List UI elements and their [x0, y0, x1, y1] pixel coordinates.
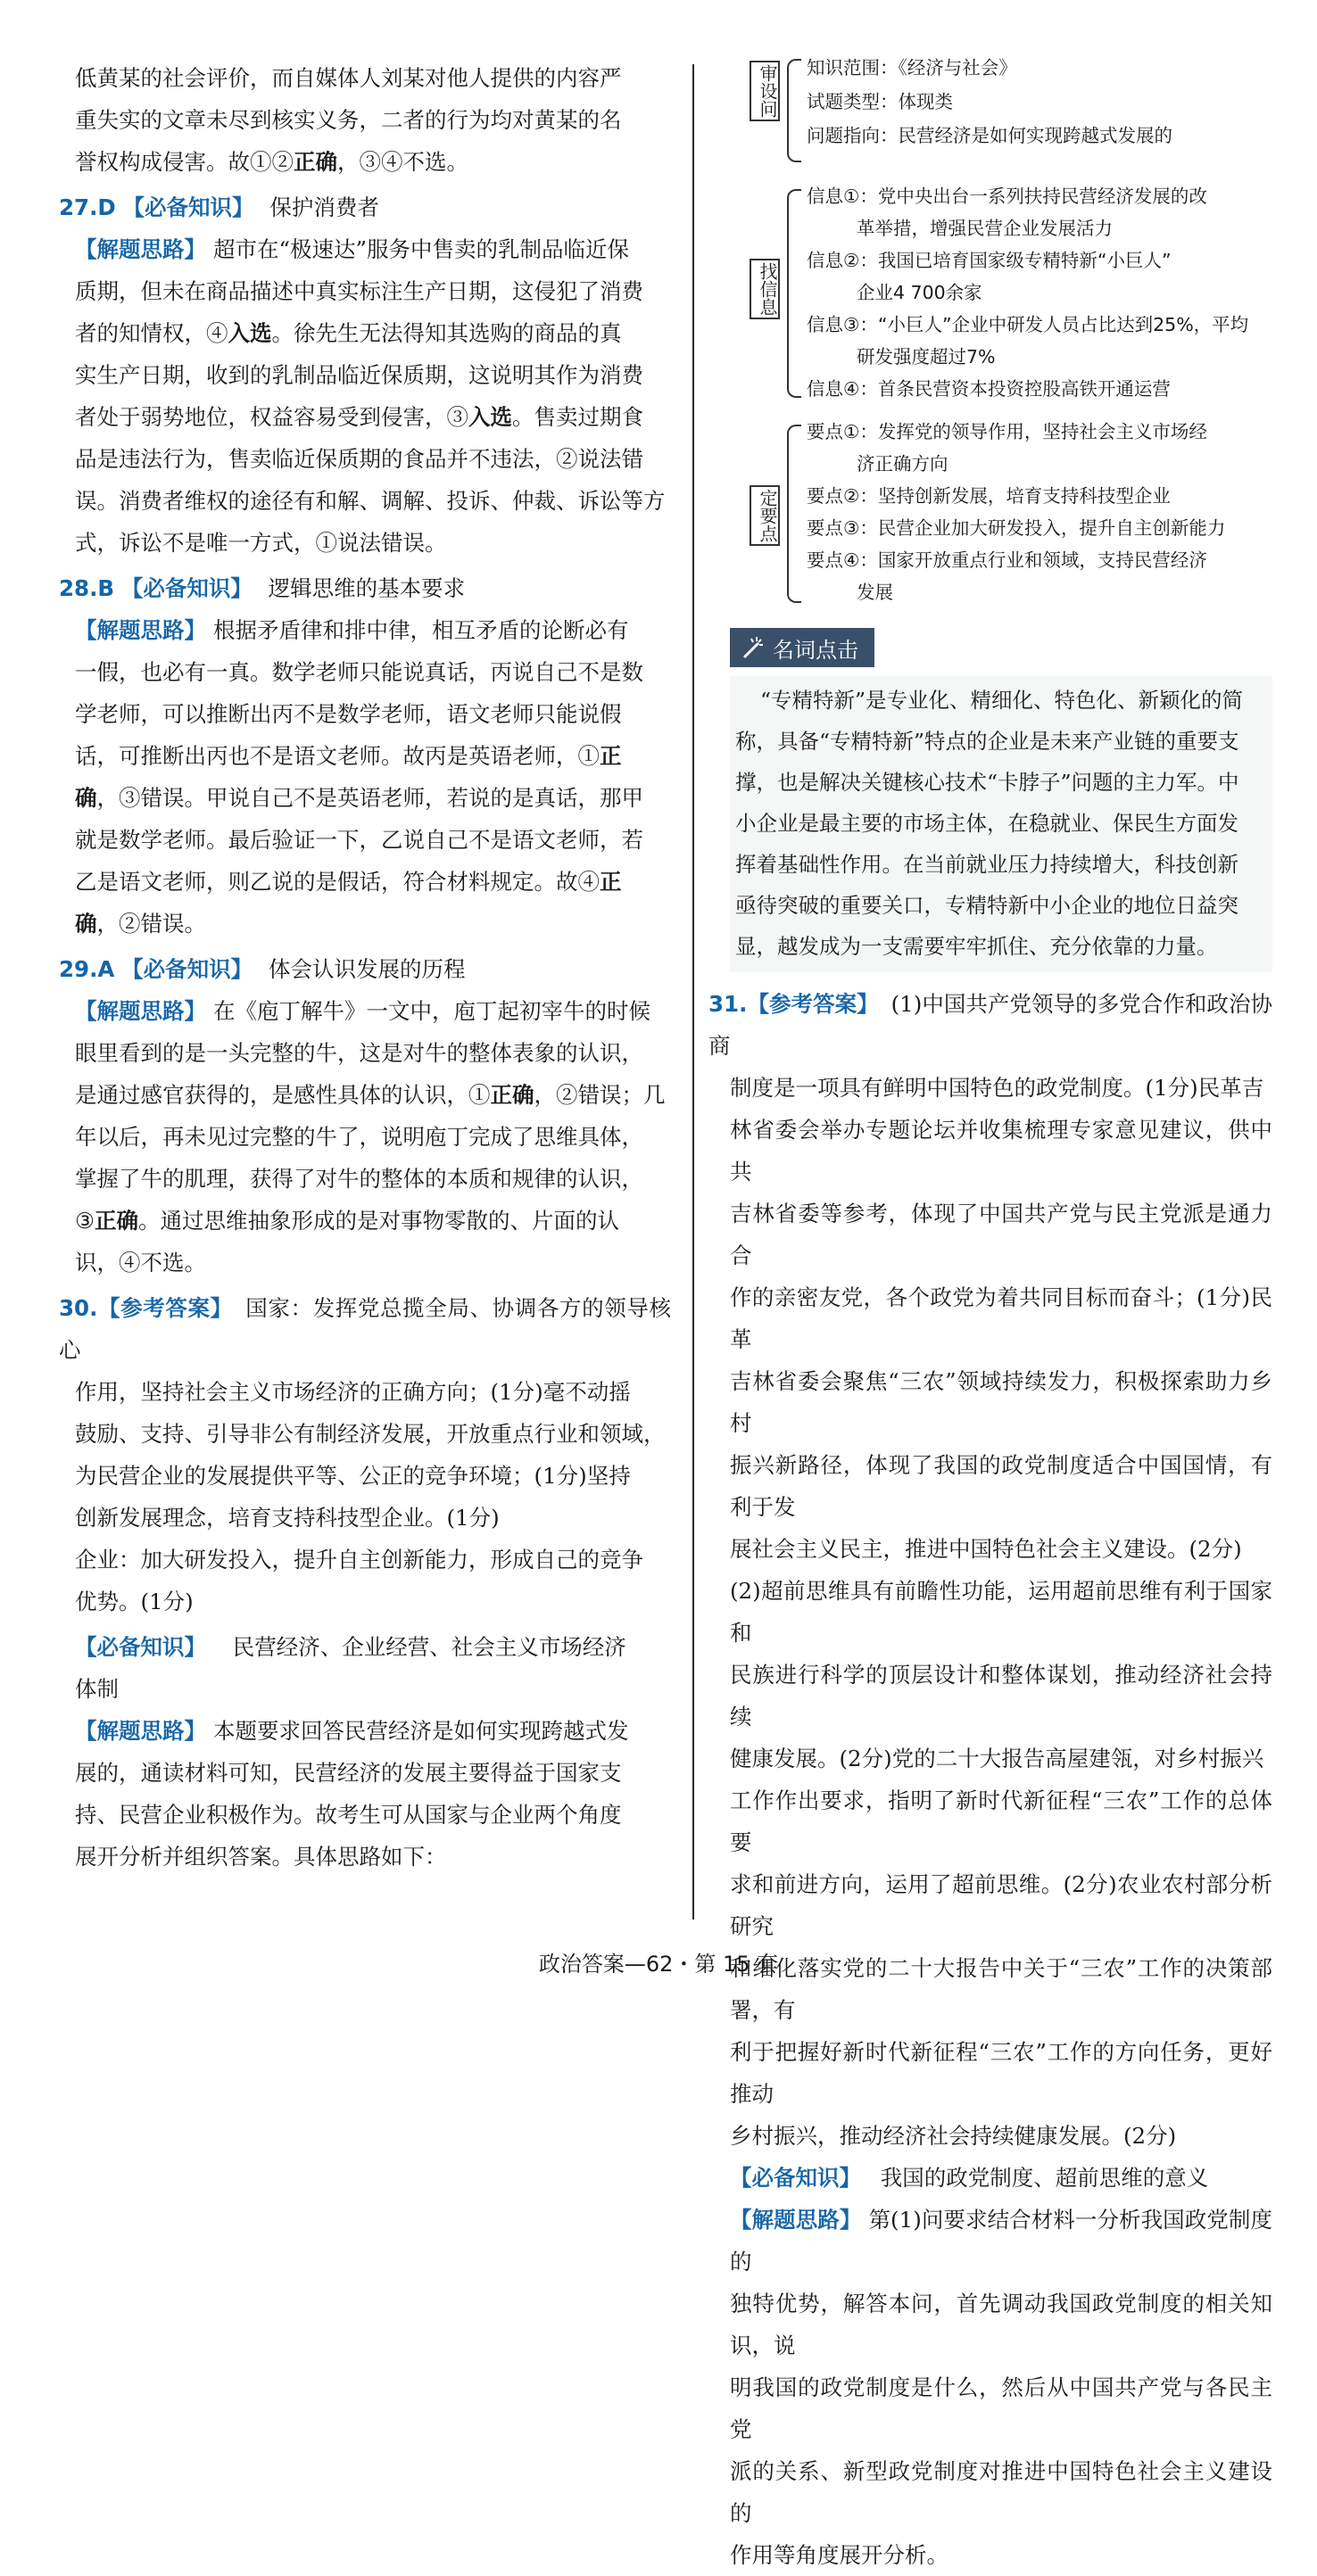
text-line: 31.【参考答案】 (1)中国共产党领导的多党合作和政治协商 — [708, 991, 1273, 1059]
text-line: 【解题思路】 在《庖丁解牛》一文中，庖丁起初宰牛的时候 — [75, 998, 650, 1024]
text-line: 作用等角度展开分析。 — [730, 2542, 948, 2568]
box-line: 信息③：“小巨人”企业中研发人员占比达到25%，平均 — [807, 314, 1249, 335]
analysis-tag: 【解题思路】 — [730, 2207, 862, 2233]
text-line: 鼓励、支持、引导非公有制经济发展，开放重点行业和领域， — [75, 1421, 666, 1447]
text-line: 者的知情权，④入选。徐先生无法得知其选购的商品的真 — [75, 320, 622, 346]
box-label: 审设问 — [750, 61, 780, 121]
q26-tail — [75, 57, 671, 183]
text-line: 持、民营企业积极作为。故考生可从国家与企业两个角度 — [75, 1802, 622, 1828]
text-line: 独特优势，解答本问，首先调动我国政党制度的相关知识，说 — [730, 2291, 1272, 2358]
question-28 — [59, 567, 671, 945]
knowledge-tag: 【必备知识】 — [122, 194, 254, 220]
question-number: 28.B — [59, 575, 115, 601]
text-line: 利于把握好新时代新征程“三农”工作的方向任务，更好推动 — [730, 2039, 1272, 2107]
text-line: 【解题思路】 超市在“极速达”服务中售卖的乳制品临近保 — [75, 236, 630, 262]
text-line: (2)超前思维具有前瞻性功能，运用超前思维有利于国家和 — [730, 1578, 1272, 1646]
text-line: 林省委会举办专题论坛并收集梳理专家意见建议，供中共 — [730, 1117, 1272, 1185]
text-line: 派的关系、新型政党制度对推进中国特色社会主义建设的 — [730, 2458, 1272, 2526]
text-line: 振兴新路径，体现了我国的政党制度适合中国国情，有利于发 — [730, 1452, 1272, 1520]
text-line: 显，越发成为一支需要牢牢抓住、充分依靠的力量。 — [735, 934, 1218, 959]
text-line: 掌握了牛的肌理，获得了对牛的整体的本质和规律的认识， — [75, 1166, 643, 1192]
box-label: 找信息 — [750, 259, 780, 319]
find-info-box — [737, 180, 1272, 403]
text-line: 乡村振兴，推动经济社会持续健康发展。(2分) — [730, 2123, 1177, 2149]
text-line: 【解题思路】 本题要求回答民营经济是如何实现跨越式发 — [75, 1718, 629, 1744]
text-line: 学老师，可以推断出丙不是数学老师，语文老师只能说假 — [75, 701, 622, 727]
knowledge-tag: 【必备知识】 — [120, 575, 253, 601]
answer-tag: 【参考答案】 — [97, 1295, 233, 1321]
question-heading — [59, 186, 671, 228]
text-line: 一假，也必有一真。数学老师只能说真话，丙说自己不是数 — [75, 659, 643, 685]
box-line: 信息④：首条民营资本投资控股高铁开通运营 — [807, 378, 1171, 400]
text-line: 为民营企业的发展提供平等、公正的竞争环境；(1分)坚持 — [75, 1463, 631, 1489]
text-line: 年以后，再未见过完整的牛了，说明庖丁完成了思维具体， — [75, 1124, 643, 1150]
box-line: 济正确方向 — [857, 453, 948, 475]
text-line: 工作作出要求，指明了新时代新征程“三农”工作的总体要 — [730, 1788, 1272, 1855]
question-number: 31. — [708, 991, 748, 1017]
text-line: 誉权构成侵害。故①②正确，③④不选。 — [75, 149, 468, 175]
text-line: 30.【参考答案】 国家：发挥党总揽全局、协调各方的领导核心 — [59, 1295, 671, 1363]
right-column — [708, 52, 1273, 2576]
text-line: 撑，也是解决关键核心技术“卡脖子”问题的主力军。中 — [735, 770, 1239, 795]
text-line: 挥着基础性作用。在当前就业压力持续增大，科技创新 — [735, 852, 1238, 877]
text-line: 展的，通读材料可知，民营经济的发展主要得益于国家支 — [75, 1760, 622, 1786]
box-line: 要点②：坚持创新发展，培育支持科技型企业 — [807, 485, 1171, 507]
column-divider — [692, 64, 694, 1920]
analysis-tag: 【解题思路】 — [75, 617, 206, 643]
text-line: 误。消费者维权的途径有和解、调解、投诉、仲裁、诉讼等方 — [75, 488, 666, 514]
text-line: 者处于弱势地位，权益容易受到侵害，③入选。售卖过期食 — [75, 404, 643, 430]
question-27 — [59, 186, 671, 564]
knowledge-tag: 【必备知识】 — [75, 1634, 206, 1660]
text-line: 话，可推断出丙也不是语文老师。故丙是英语老师，①正 — [75, 743, 622, 769]
question-heading — [59, 567, 671, 609]
text-line: 健康发展。(2分)党的二十大报告高屋建瓴，对乡村振兴 — [730, 1746, 1264, 1771]
analysis-tag: 【解题思路】 — [75, 998, 206, 1024]
text-line: 展社会主义民主，推进中国特色社会主义建设。(2分) — [730, 1536, 1242, 1562]
left-column — [59, 57, 671, 1878]
knowledge-tag: 【必备知识】 — [730, 2165, 861, 2191]
text-line: 吉林省委等参考，体现了中国共产党与民主党派是通力合 — [730, 1201, 1272, 1268]
text-line: 求和前进方向，运用了超前思维。(2分)农业农村部分析研究 — [730, 1871, 1272, 1939]
term-header — [730, 628, 874, 667]
box-label: 定要点 — [750, 485, 780, 546]
text-line: 民族进行科学的顶层设计和整体谋划，推动经济社会持续 — [730, 1662, 1272, 1730]
knowledge-text: 我国的政党制度、超前思维的意义 — [880, 2165, 1209, 2191]
brace — [787, 189, 801, 398]
brace — [787, 425, 801, 603]
page-footer: 政治答案—62・第 15 套 — [538, 1952, 779, 1977]
box-line: 发展 — [857, 582, 893, 603]
box-line: 要点①：发挥党的领导作用，坚持社会主义市场经 — [807, 421, 1207, 442]
text-line: 体制 — [75, 1676, 119, 1702]
text-line: 是通过感官获得的，是感性具体的认识，①正确，②错误；几 — [75, 1082, 666, 1108]
text-line: 吉林省委会聚焦“三农”领域持续发力，积极探索助力乡村 — [730, 1368, 1272, 1436]
text-line: 作的亲密友党，各个政党为着共同目标而奋斗；(1分)民革 — [730, 1284, 1272, 1352]
analysis-tag: 【解题思路】 — [75, 1718, 206, 1744]
text-line: 【必备知识】 民营经济、企业经营、社会主义市场经济 — [75, 1634, 626, 1660]
text-line: 眼里看到的是一头完整的牛，这是对牛的整体表象的认识， — [75, 1040, 643, 1066]
text-line: 重失实的文章未尽到核实义务，二者的行为均对黄某的名 — [75, 107, 622, 133]
text-line: 就是数学老师。最后验证一下，乙说自己不是语文老师，若 — [75, 827, 643, 853]
text-line: 创新发展理念，培育支持科技型企业。(1分) — [75, 1505, 500, 1531]
question-31 — [708, 983, 1273, 2576]
question-30 — [59, 1287, 671, 1878]
text-line — [730, 2157, 1272, 2199]
text-line: 低黄某的社会评价，而自媒体人刘某对他人提供的内容严 — [75, 65, 622, 91]
text-line: 品是违法行为，售卖临近保质期的食品并不违法，②说法错 — [75, 446, 643, 472]
term-body — [730, 676, 1272, 972]
text-line: 小企业是最主要的市场主体，在稳就业、保民生方面发 — [735, 811, 1238, 836]
text-line: 和细化落实党的二十大报告中关于“三农”工作的决策部署，有 — [730, 1955, 1272, 2023]
box-line: 试题类型：体现类 — [807, 91, 953, 112]
brace — [787, 59, 801, 162]
text-line: 展开分析并组织答案。具体思路如下： — [75, 1844, 447, 1870]
knowledge-text: 保护消费者 — [269, 194, 379, 220]
text-line: 亟待突破的重要关口，专精特新中小企业的地位日益突 — [735, 893, 1238, 918]
text-line: 质期，但未在商品描述中真实标注生产日期，这侵犯了消费 — [75, 278, 643, 304]
term-title: 名词点击 — [773, 637, 858, 663]
knowledge-text: 体会认识发展的历程 — [268, 956, 466, 982]
question-number: 29.A — [59, 956, 115, 982]
box-line: 要点④：国家开放重点行业和领域，支持民营经济 — [807, 549, 1207, 571]
text-line: 【解题思路】 第(1)问要求结合材料一分析我国政党制度的 — [730, 2207, 1272, 2275]
text-line: 式，诉讼不是唯一方式，①说法错误。 — [75, 530, 447, 556]
box-line: 信息②：我国已培育国家级专精特新“小巨人” — [807, 250, 1172, 271]
text-line: 识，④不选。 — [75, 1250, 206, 1276]
text-line: 称，具备“专精特新”特点的企业是未来产业链的重要支 — [735, 729, 1239, 754]
review-question-box — [737, 52, 1272, 166]
box-line: 问题指向：民营经济是如何实现跨越式发展的 — [807, 125, 1172, 146]
text-line: 确，②错误。 — [75, 911, 206, 937]
knowledge-text: 逻辑思维的基本要求 — [268, 575, 466, 601]
knowledge-tag: 【必备知识】 — [121, 956, 253, 982]
text-line: 乙是语文老师，则乙说的是假话，符合材料规定。故④正 — [75, 869, 622, 895]
text-line: 实生产日期，收到的乳制品临近保质期，这说明其作为消费 — [75, 362, 643, 388]
box-line: 要点③：民营企业加大研发投入，提升自主创新能力 — [807, 517, 1226, 539]
text-line: 【解题思路】 根据矛盾律和排中律，相互矛盾的论断必有 — [75, 617, 629, 643]
question-number: 30. — [59, 1295, 98, 1321]
text-line: 确，③错误。甲说自己不是英语老师，若说的是真话，那甲 — [75, 785, 643, 811]
analysis-tag: 【解题思路】 — [75, 236, 206, 262]
question-heading — [59, 948, 671, 990]
question-number: 27.D — [59, 194, 116, 220]
magic-wand-icon — [739, 634, 766, 661]
answer-tag: 【参考答案】 — [747, 991, 879, 1017]
box-line: 企业4 700余家 — [857, 282, 982, 303]
text-line: 制度是一项具有鲜明中国特色的政党制度。(1分)民革吉 — [730, 1075, 1264, 1101]
box-line: 革举措，增强民营企业发展活力 — [857, 218, 1113, 239]
key-points-box — [737, 416, 1272, 610]
box-line: 知识范围：《经济与社会》 — [807, 57, 1017, 78]
text-line: 作用，坚持社会主义市场经济的正确方向；(1分)毫不动摇 — [75, 1379, 631, 1405]
text-line: “专精特新”是专业化、精细化、特色化、新颖化的简 — [760, 688, 1244, 713]
box-line: 研发强度超过7% — [857, 346, 996, 367]
text-line: 优势。(1分) — [75, 1589, 194, 1614]
question-29 — [59, 948, 671, 1284]
text-line: 明我国的政党制度是什么，然后从中国共产党与各民主党 — [730, 2374, 1272, 2442]
text-line: ③正确。通过思维抽象形成的是对事物零散的、片面的认 — [75, 1208, 619, 1234]
text-line: 企业：加大研发投入，提升自主创新能力，形成自己的竞争 — [75, 1547, 643, 1573]
term-explanation — [730, 628, 1272, 972]
box-line: 信息①：党中央出台一系列扶持民营经济发展的改 — [807, 186, 1207, 207]
